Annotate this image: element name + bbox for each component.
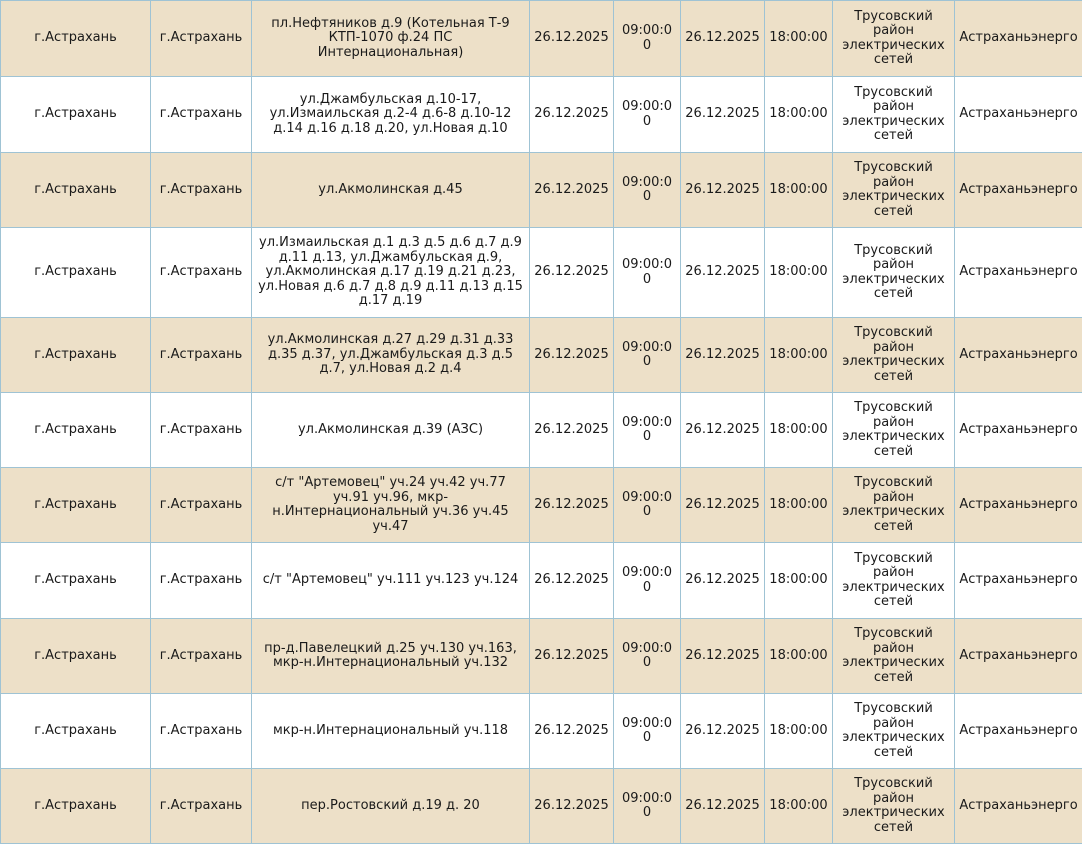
- cell-city: г.Астрахань: [1, 543, 151, 619]
- cell-address: ул.Джамбульская д.10-17, ул.Измаильская д.2-4 д.6-8 д.10-12 д.14 д.16 д.18 д.20, ул.Новая д.10: [252, 77, 530, 153]
- cell-org: Астраханьэнерго: [955, 393, 1082, 468]
- cell-org: Астраханьэнерго: [955, 543, 1082, 619]
- cell-city: г.Астрахань: [1, 318, 151, 393]
- cell-city: г.Астрахань: [1, 153, 151, 228]
- cell-start-date: 26.12.2025: [530, 393, 614, 468]
- cell-org: Астраханьэнерго: [955, 228, 1082, 318]
- cell-start-date: 26.12.2025: [530, 1, 614, 77]
- cell-address: пер.Ростовский д.19 д. 20: [252, 769, 530, 844]
- cell-start-date: 26.12.2025: [530, 619, 614, 694]
- table-row: [1, 153, 1082, 228]
- cell-end-date: 26.12.2025: [681, 543, 765, 619]
- cell-settlement: г.Астрахань: [151, 228, 252, 318]
- cell-org: Астраханьэнерго: [955, 769, 1082, 844]
- cell-res: Трусовский район электрических сетей: [833, 1, 955, 77]
- cell-city: г.Астрахань: [1, 1, 151, 77]
- cell-end-date: 26.12.2025: [681, 318, 765, 393]
- cell-start-date: 26.12.2025: [530, 694, 614, 769]
- cell-org: Астраханьэнерго: [955, 1, 1082, 77]
- cell-org: Астраханьэнерго: [955, 619, 1082, 694]
- cell-org: Астраханьэнерго: [955, 694, 1082, 769]
- cell-settlement: г.Астрахань: [151, 543, 252, 619]
- cell-settlement: г.Астрахань: [151, 153, 252, 228]
- cell-end-time: 18:00:00: [765, 153, 833, 228]
- cell-res: Трусовский район электрических сетей: [833, 619, 955, 694]
- cell-settlement: г.Астрахань: [151, 694, 252, 769]
- cell-res: Трусовский район электрических сетей: [833, 769, 955, 844]
- cell-start-time: 09:00:00: [614, 153, 681, 228]
- cell-res: Трусовский район электрических сетей: [833, 393, 955, 468]
- table-row: [1, 468, 1082, 543]
- table-row: [1, 228, 1082, 318]
- cell-end-time: 18:00:00: [765, 228, 833, 318]
- cell-address: пр-д.Павелецкий д.25 уч.130 уч.163, мкр-н.Интернациональный уч.132: [252, 619, 530, 694]
- cell-res: Трусовский район электрических сетей: [833, 468, 955, 543]
- cell-org: Астраханьэнерго: [955, 468, 1082, 543]
- cell-end-date: 26.12.2025: [681, 153, 765, 228]
- cell-end-date: 26.12.2025: [681, 393, 765, 468]
- table-row: [1, 1, 1082, 77]
- cell-end-date: 26.12.2025: [681, 769, 765, 844]
- cell-end-time: 18:00:00: [765, 694, 833, 769]
- cell-start-time: 09:00:00: [614, 393, 681, 468]
- cell-end-time: 18:00:00: [765, 77, 833, 153]
- cell-start-date: 26.12.2025: [530, 543, 614, 619]
- cell-start-date: 26.12.2025: [530, 468, 614, 543]
- cell-start-date: 26.12.2025: [530, 77, 614, 153]
- cell-start-time: 09:00:00: [614, 1, 681, 77]
- table-row: [1, 619, 1082, 694]
- cell-settlement: г.Астрахань: [151, 318, 252, 393]
- cell-city: г.Астрахань: [1, 393, 151, 468]
- cell-settlement: г.Астрахань: [151, 468, 252, 543]
- cell-end-date: 26.12.2025: [681, 619, 765, 694]
- cell-org: Астраханьэнерго: [955, 77, 1082, 153]
- cell-res: Трусовский район электрических сетей: [833, 228, 955, 318]
- cell-address: ул.Акмолинская д.39 (АЗС): [252, 393, 530, 468]
- cell-city: г.Астрахань: [1, 468, 151, 543]
- cell-settlement: г.Астрахань: [151, 1, 252, 77]
- cell-res: Трусовский район электрических сетей: [833, 318, 955, 393]
- table-row: [1, 694, 1082, 769]
- cell-res: Трусовский район электрических сетей: [833, 153, 955, 228]
- cell-address: с/т "Артемовец" уч.111 уч.123 уч.124: [252, 543, 530, 619]
- table-row: [1, 393, 1082, 468]
- cell-end-time: 18:00:00: [765, 769, 833, 844]
- cell-org: Астраханьэнерго: [955, 153, 1082, 228]
- cell-city: г.Астрахань: [1, 77, 151, 153]
- cell-org: Астраханьэнерго: [955, 318, 1082, 393]
- cell-end-date: 26.12.2025: [681, 694, 765, 769]
- cell-start-time: 09:00:00: [614, 468, 681, 543]
- cell-address: пл.Нефтяников д.9 (Котельная Т-9 КТП-1070 ф.24 ПС Интернациональная): [252, 1, 530, 77]
- cell-start-time: 09:00:00: [614, 694, 681, 769]
- cell-end-time: 18:00:00: [765, 1, 833, 77]
- cell-start-time: 09:00:00: [614, 619, 681, 694]
- cell-end-time: 18:00:00: [765, 318, 833, 393]
- cell-address: ул.Измаильская д.1 д.3 д.5 д.6 д.7 д.9 д.11 д.13, ул.Джамбульская д.9, ул.Акмолинская д.17 д.19 д.21 д.23, ул.Новая д.6 д.7 д.8 д.9 д.11 д.13 д.15 д.17 д.19: [252, 228, 530, 318]
- cell-address: с/т "Артемовец" уч.24 уч.42 уч.77 уч.91 уч.96, мкр-н.Интернациональный уч.36 уч.45 уч.47: [252, 468, 530, 543]
- cell-start-time: 09:00:00: [614, 228, 681, 318]
- cell-address: мкр-н.Интернациональный уч.118: [252, 694, 530, 769]
- cell-res: Трусовский район электрических сетей: [833, 543, 955, 619]
- cell-start-date: 26.12.2025: [530, 228, 614, 318]
- cell-start-date: 26.12.2025: [530, 153, 614, 228]
- cell-res: Трусовский район электрических сетей: [833, 77, 955, 153]
- cell-settlement: г.Астрахань: [151, 393, 252, 468]
- cell-city: г.Астрахань: [1, 769, 151, 844]
- cell-end-time: 18:00:00: [765, 468, 833, 543]
- cell-start-time: 09:00:00: [614, 318, 681, 393]
- cell-settlement: г.Астрахань: [151, 619, 252, 694]
- cell-end-time: 18:00:00: [765, 619, 833, 694]
- table-row: [1, 543, 1082, 619]
- cell-settlement: г.Астрахань: [151, 769, 252, 844]
- cell-end-time: 18:00:00: [765, 543, 833, 619]
- cell-start-time: 09:00:00: [614, 769, 681, 844]
- cell-end-date: 26.12.2025: [681, 228, 765, 318]
- cell-end-time: 18:00:00: [765, 393, 833, 468]
- cell-start-time: 09:00:00: [614, 543, 681, 619]
- cell-start-time: 09:00:00: [614, 77, 681, 153]
- table-row: [1, 318, 1082, 393]
- cell-end-date: 26.12.2025: [681, 77, 765, 153]
- table-row: [1, 77, 1082, 153]
- cell-address: ул.Акмолинская д.45: [252, 153, 530, 228]
- cell-end-date: 26.12.2025: [681, 468, 765, 543]
- cell-start-date: 26.12.2025: [530, 318, 614, 393]
- cell-city: г.Астрахань: [1, 228, 151, 318]
- cell-settlement: г.Астрахань: [151, 77, 252, 153]
- cell-address: ул.Акмолинская д.27 д.29 д.31 д.33 д.35 д.37, ул.Джамбульская д.3 д.5 д.7, ул.Новая д.2 д.4: [252, 318, 530, 393]
- table-row: [1, 769, 1082, 844]
- cell-res: Трусовский район электрических сетей: [833, 694, 955, 769]
- cell-end-date: 26.12.2025: [681, 1, 765, 77]
- cell-start-date: 26.12.2025: [530, 769, 614, 844]
- cell-city: г.Астрахань: [1, 694, 151, 769]
- cell-city: г.Астрахань: [1, 619, 151, 694]
